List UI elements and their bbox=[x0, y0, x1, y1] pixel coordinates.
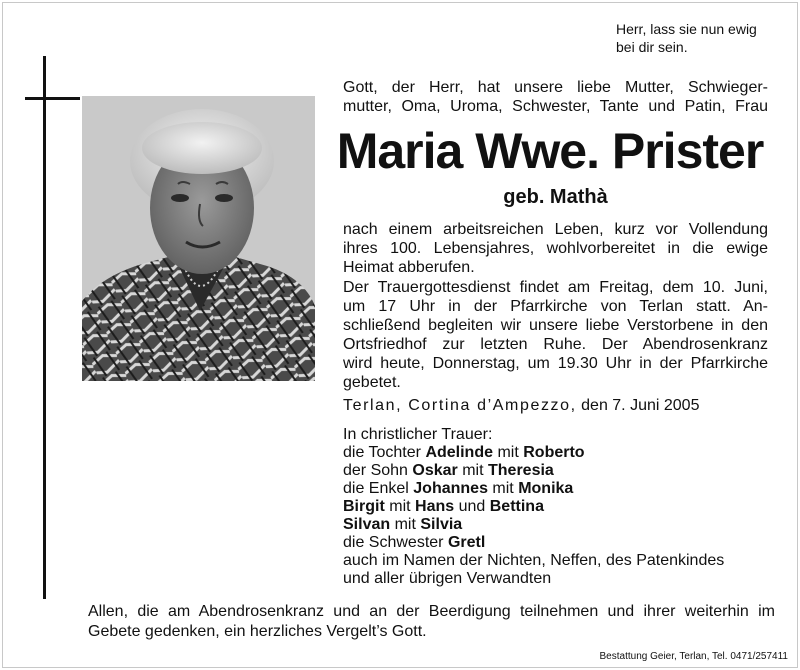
motto bbox=[616, 20, 786, 56]
mourner-grandchild-2: Birgit mit Hans und Bettina bbox=[343, 498, 544, 515]
paragraph1-line-2: ihres 100. Lebensjahres, wohlvorbereitet in die ewige bbox=[343, 240, 768, 257]
mourner-grandchildren: die Enkel Johannes mit Monika bbox=[343, 480, 574, 497]
maiden-name: geb. Mathà bbox=[503, 186, 608, 208]
mourner-others-1: auch im Namen der Nichten, Neffen, des Patenkindes bbox=[343, 552, 725, 569]
mourner-son: der Sohn Oskar mit Theresia bbox=[343, 462, 554, 479]
paragraph1-line-3: Heimat abberufen. bbox=[343, 259, 475, 276]
place: Terlan, Cortina d’Ampezzo, bbox=[343, 397, 577, 414]
portrait-photo bbox=[82, 96, 315, 381]
paragraph2-line-2: um 17 Uhr in der Pfarrkirche von Terlan statt. An- bbox=[343, 298, 768, 315]
mourning-heading: In christlicher Trauer: bbox=[343, 426, 493, 443]
mourner-others-2: und aller übrigen Verwandten bbox=[343, 570, 552, 587]
paragraph2-line-3: schließend begleiten wir unsere liebe Verstorbene in den bbox=[343, 317, 768, 334]
date: den 7. Juni 2005 bbox=[581, 397, 700, 414]
mourner-sister: die Schwester Gretl bbox=[343, 534, 486, 551]
paragraph2-line-1: Der Trauergottesdienst findet am Freitag, dem 10. Juni, bbox=[343, 279, 768, 296]
paragraph2-line-6: gebetet. bbox=[343, 374, 401, 391]
paragraph-death bbox=[343, 220, 768, 277]
mourners-list bbox=[343, 426, 783, 588]
intro-line-2: mutter, Oma, Uroma, Schwester, Tante und Patin, Frau bbox=[343, 98, 768, 115]
motto-line-1: Herr, lass sie nun ewig bbox=[616, 21, 757, 37]
closing-text bbox=[88, 602, 775, 642]
paragraph2-line-5: wird heute, Donnerstag, um 19.30 Uhr in der Pfarrkirche bbox=[343, 355, 768, 372]
mourner-grandchild-3: Silvan mit Silvia bbox=[343, 516, 463, 533]
cross-icon bbox=[43, 56, 46, 599]
place-and-date bbox=[343, 396, 768, 415]
undertaker-credit: Bestattung Geier, Terlan, Tel. 0471/257411 bbox=[599, 651, 788, 662]
closing-line-2: Gebete gedenken, ein herzliches Vergelt’s Gott. bbox=[88, 623, 427, 640]
intro-line-1: Gott, der Herr, hat unsere liebe Mutter, Schwieger- bbox=[343, 79, 768, 96]
mourner-daughter: die Tochter Adelinde mit Roberto bbox=[343, 444, 585, 461]
paragraph1-line-1: nach einem arbeitsreichen Leben, kurz vor Vollendung bbox=[343, 221, 768, 238]
paragraph-funeral bbox=[343, 278, 768, 392]
cross-bar bbox=[25, 97, 80, 100]
motto-line-2: bei dir sein. bbox=[616, 39, 688, 55]
paragraph2-line-4: Ortsfriedhof zur letzten Ruhe. Der Abendrosenkranz bbox=[343, 336, 768, 353]
closing-line-1: Allen, die am Abendrosenkranz und an der Beerdigung teilnehmen und ihrer weiterhin im bbox=[88, 603, 775, 620]
deceased-name: Maria Wwe. Prister bbox=[336, 123, 764, 179]
intro-text bbox=[343, 78, 768, 116]
